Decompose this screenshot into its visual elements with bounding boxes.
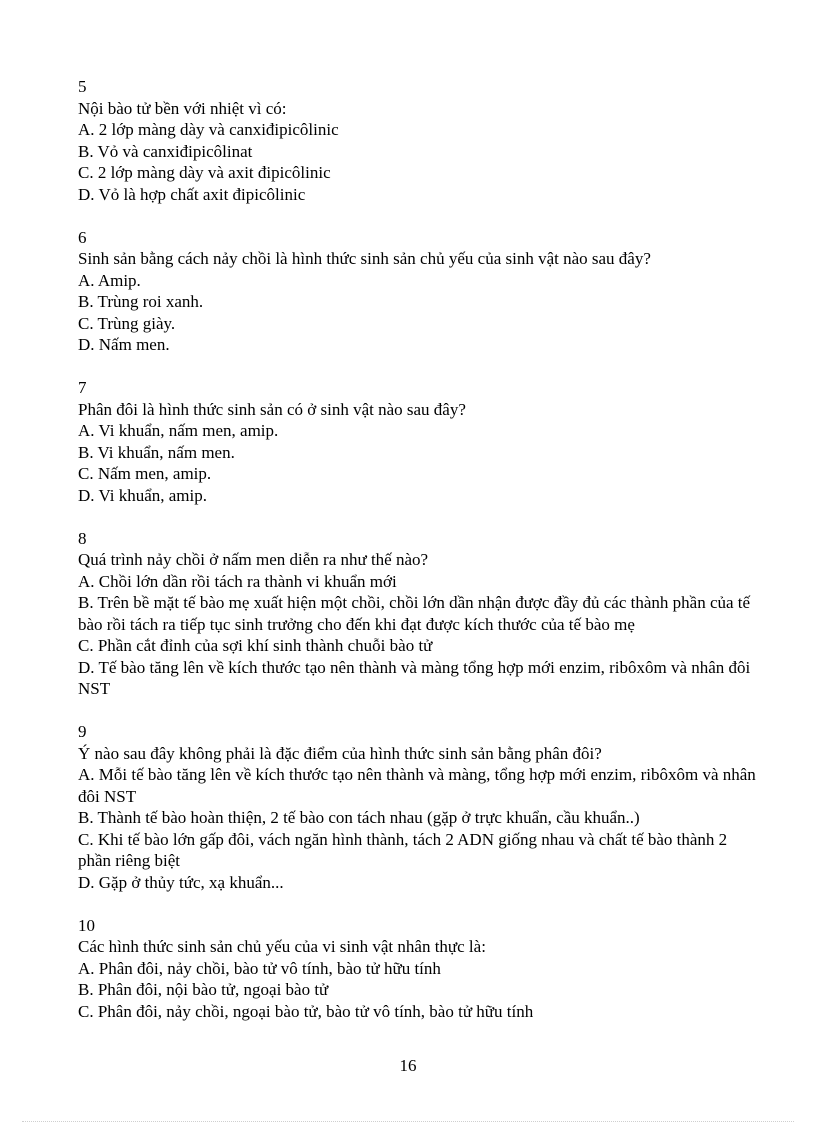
question-number: 9 <box>78 722 87 741</box>
question-text: Phân đôi là hình thức sinh sản có ở sinh vật nào sau đây? <box>78 399 466 419</box>
option-a: A. Mỗi tế bào tăng lên về kích thước tạo nên thành và màng, tổng hợp mới enzim, ribôxôm và nhân đôi NST <box>78 765 761 806</box>
question-number: 7 <box>78 378 87 397</box>
option-c: C. Khi tế bào lớn gấp đôi, vách ngăn hình thành, tách 2 ADN giống nhau và chất tế bào thành 2 phần riêng biệt <box>78 829 732 870</box>
question-text: Các hình thức sinh sản chủ yếu của vi sinh vật nhân thực là: <box>78 937 486 956</box>
question-10 <box>78 915 758 1023</box>
question-number: 6 <box>78 227 87 247</box>
option-c: C. 2 lớp màng dày và axit đipicôlinic <box>78 163 331 182</box>
option-b: B. Trên bề mặt tế bào mẹ xuất hiện một chồi, chồi lớn dần nhận được đầy đủ các thành phần của tế bào rồi tách ra tiếp tục sinh trưởng cho đến khi đạt được kích thước của tế bào mẹ <box>78 593 755 634</box>
question-7 <box>78 377 758 506</box>
option-d: D. Vi khuẩn, amip. <box>78 485 207 505</box>
option-a: A. Vi khuẩn, nấm men, amip. <box>78 421 279 440</box>
option-b: B. Vỏ và canxiđipicôlinat <box>78 141 253 161</box>
question-text: Sinh sản bằng cách nảy chồi là hình thức sinh sản chủ yếu của sinh vật nào sau đây? <box>78 249 651 268</box>
question-text: Quá trình nảy chồi ở nấm men diễn ra như thế nào? <box>78 550 429 569</box>
question-number: 8 <box>78 528 87 548</box>
option-b: B. Thành tế bào hoàn thiện, 2 tế bào con tách nhau (gặp ở trực khuẩn, cầu khuẩn..) <box>78 808 640 827</box>
question-number: 10 <box>78 915 95 935</box>
question-text: Nội bào tử bền với nhiệt vì có: <box>78 98 287 118</box>
question-text: Ý nào sau đây không phải là đặc điểm của hình thức sinh sản bằng phân đôi? <box>78 743 602 763</box>
option-d: D. Nấm men. <box>78 335 170 354</box>
option-c: C. Trùng giày. <box>78 313 176 333</box>
question-5 <box>78 76 758 205</box>
question-9 <box>78 721 761 893</box>
option-d: D. Vỏ là hợp chất axit đipicôlinic <box>78 184 306 204</box>
question-6 <box>78 227 758 356</box>
option-a: A. 2 lớp màng dày và canxiđipicôlinic <box>78 120 339 139</box>
question-number: 5 <box>78 77 87 96</box>
document-body <box>78 76 761 1044</box>
option-b: B. Phân đôi, nội bào tử, ngoại bào tử <box>78 980 329 999</box>
option-c: C. Nấm men, amip. <box>78 464 212 483</box>
page-bottom-divider <box>22 1121 794 1122</box>
option-a: A. Chồi lớn dần rồi tách ra thành vi khuẩn mới <box>78 571 397 591</box>
option-d: D. Gặp ở thủy tức, xạ khuẩn... <box>78 872 284 892</box>
option-c: C. Phân đôi, nảy chồi, ngoại bào tử, bào tử vô tính, bào tử hữu tính <box>78 1001 534 1021</box>
option-d: D. Tế bào tăng lên về kích thước tạo nên thành và màng tổng hợp mới enzim, ribôxôm và nhân đôi NST <box>78 657 755 698</box>
option-a: A. Amip. <box>78 270 141 290</box>
option-a: A. Phân đôi, nảy chồi, bào tử vô tính, bào tử hữu tính <box>78 958 441 978</box>
question-8 <box>78 528 758 700</box>
option-b: B. Trùng roi xanh. <box>78 292 204 311</box>
page-number: 16 <box>399 1056 417 1075</box>
option-b: B. Vi khuẩn, nấm men. <box>78 442 235 462</box>
option-c: C. Phần cắt đỉnh của sợi khí sinh thành chuỗi bào tử <box>78 636 433 655</box>
